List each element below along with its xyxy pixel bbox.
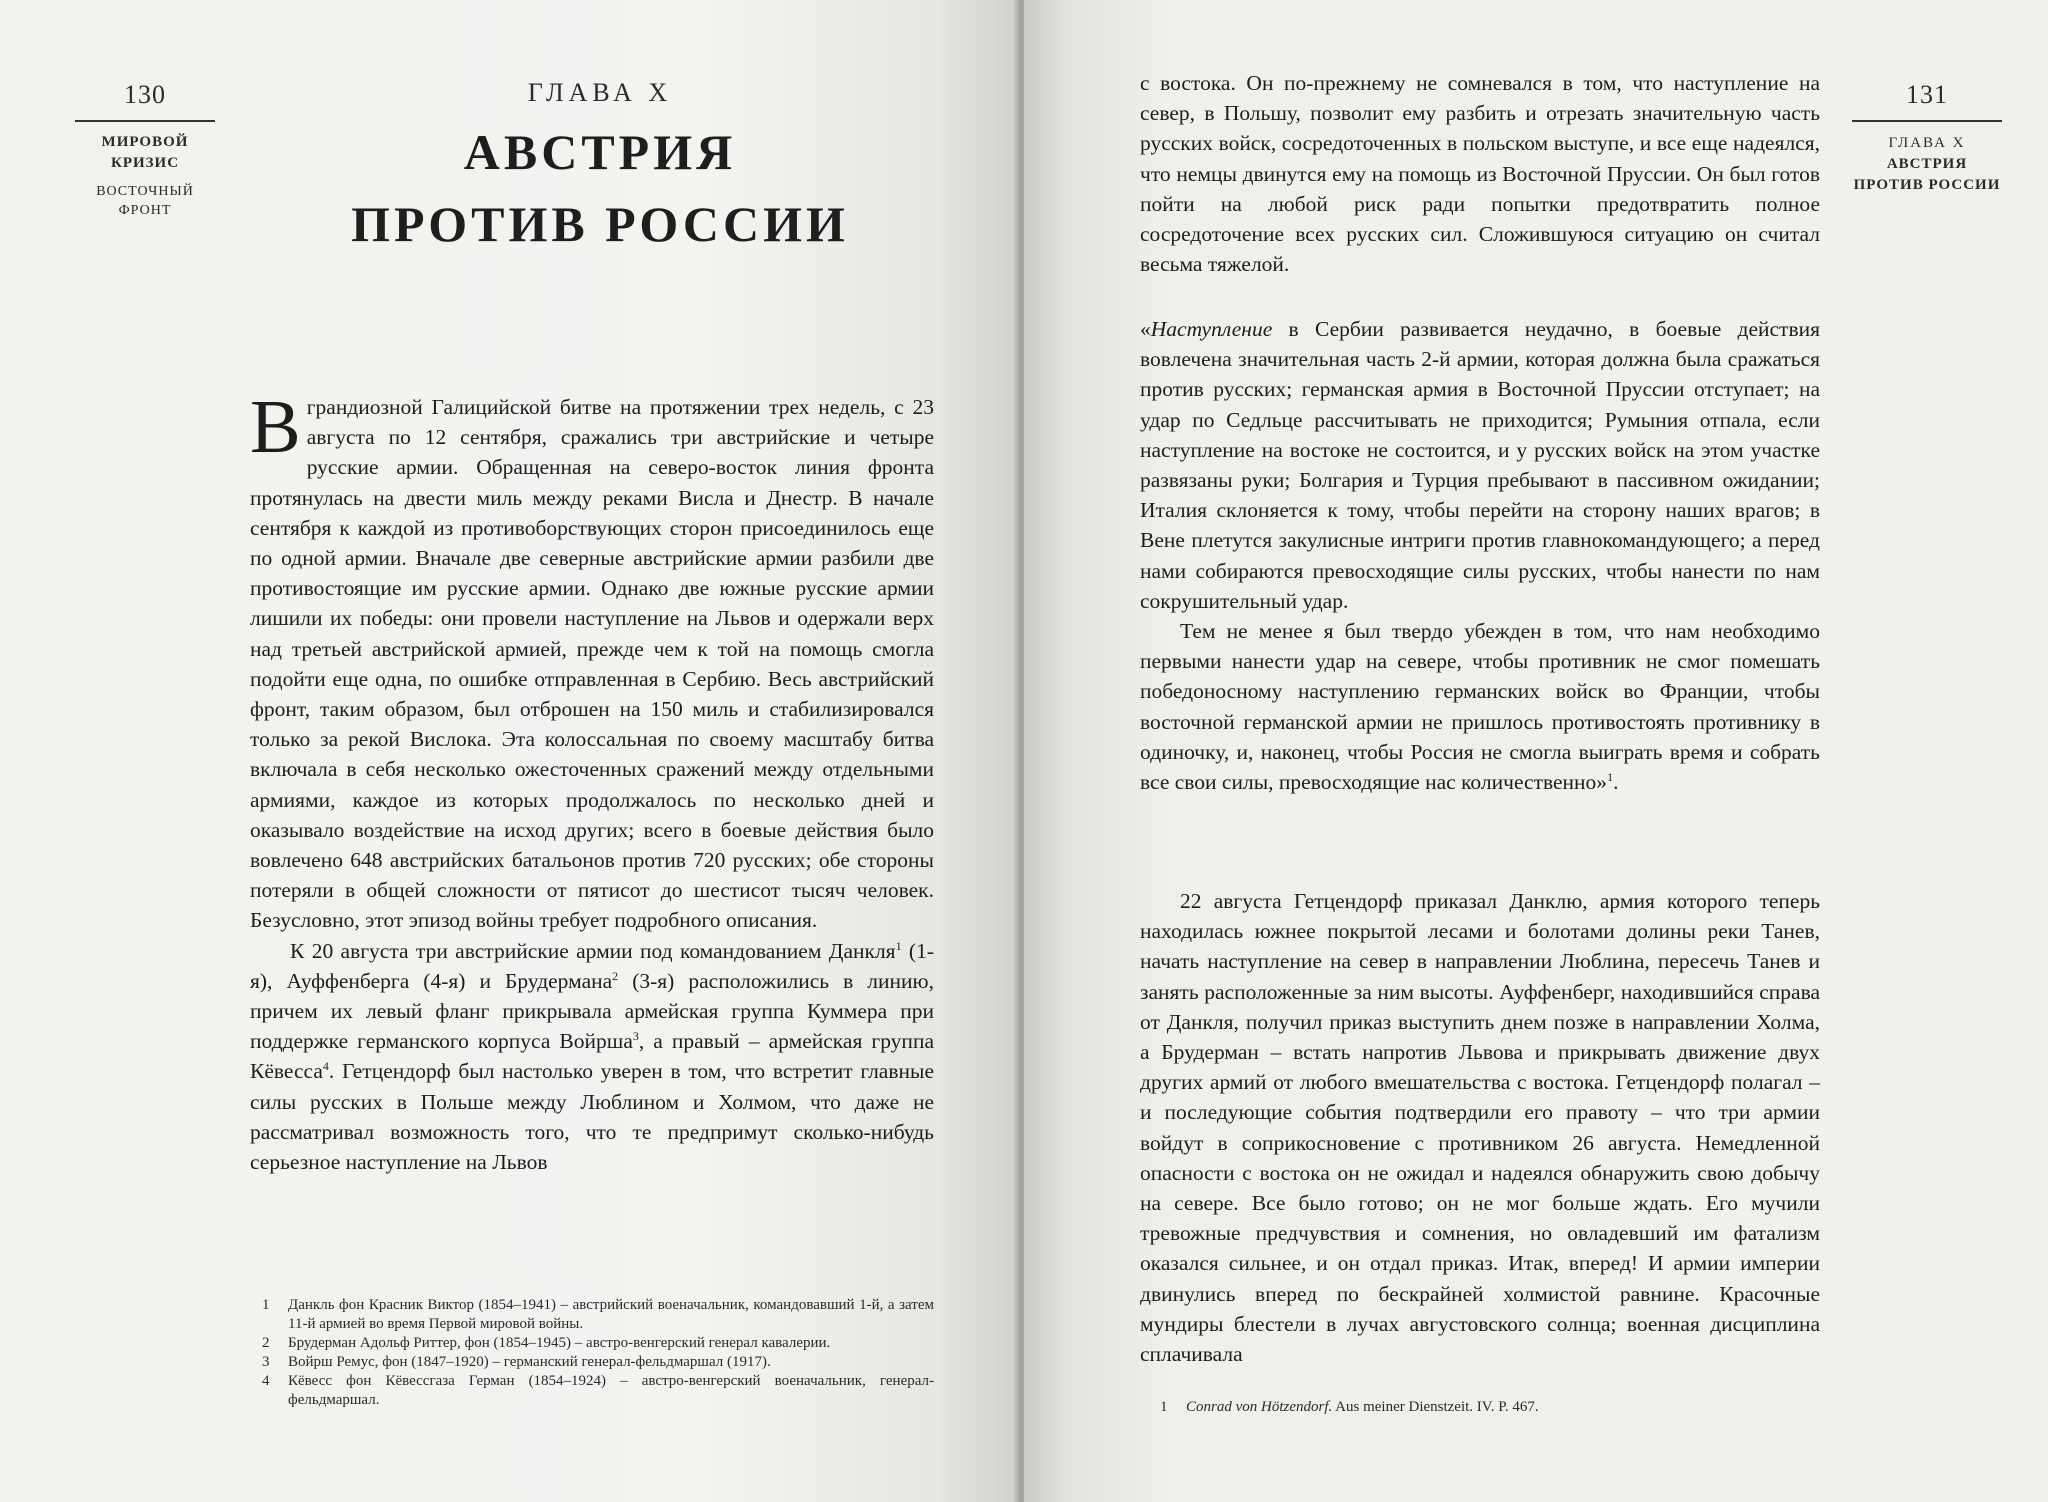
- text-run: . Гетцендорф был настолько уверен в том, что встретит главные силы русских в Польше между Люблином и Холмом, что даже не рассматривал возможность того, что те предпримут сколько-нибудь серьезное наступление на Львов: [250, 1059, 934, 1175]
- page-number: 131: [1852, 80, 2002, 122]
- text-run: (1-я), Ауффенберга (4-я) и Брудермана: [250, 938, 934, 993]
- footnote: [262, 1372, 934, 1410]
- text-run: К 20 августа три австрийские армии под командованием Данкля: [290, 938, 896, 963]
- paragraph: [1140, 616, 1820, 797]
- right-margin-header: [1852, 80, 2002, 196]
- text-run: .: [1613, 770, 1619, 795]
- text-run: , а правый – армейская группа Кёвесса: [250, 1029, 934, 1084]
- italic-text: Наступление: [1150, 317, 1273, 341]
- paragraph-text: грандиозной Галицийской битве на протяжении трех недель, с 23 августа по 12 сентября, сражались три австрийские и четыре русские армии. Обращенная на северо-восток линия фронта протянулась на двести миль между реками Висла и Днестр. В начале сентября к каждой из противоборствующих сторон присоединилось еще по одной армии. Вначале две северные австрийские армии разбили две противостоящие им русские армии. Однако две южные русские армии лишили их победы: они провели наступление на Львов и одержали верх над третьей австрийской армией, прежде чем к той на помощь смогла подойти еще одна, по ошибке отправленная в Сербию. Весь австрийский фронт, таким образом, был отброшен на 150 миль и стабилизировался только за рекой Вислока. Эта колоссальная по своему масштабу битва включала в себя несколько ожесточенных сражений между отдельными армиями, каждое из которых продолжалось по несколько дней и оказывало воздействие на исход других; всего в боевые действия было вовлечено 648 австрийских батальонов против 720 русских; обе стороны потеряли в общей сложности от пятисот до шестисот тысяч человек. Безусловно, этот эпизод войны требует подробного описания.: [250, 395, 934, 933]
- footnote-text: Кёвесс фон Кёвессгаза Герман (1854–1924) – австро-венгерский военачальник, генерал-фельдмаршал.: [288, 1373, 934, 1408]
- footnote-italic: Conrad von Hötzendorf.: [1186, 1399, 1333, 1415]
- text-run: в Сербии развивается неудачно, в боевые действия вовлечена значительная часть 2-й армии, которая должна была сражаться против русских; германская армия в Восточной Пруссии отступает; на удар по Седльце рассчитывать не приходится; Румыния отпала, если наступление на востоке не состоится, и у русских войск на этом участке развязаны руки; Болгария и Турция пребывают в пассивном ожидании; Италия склоняется к тому, чтобы перейти на сторону наших врагов; в Вене плетутся закулисные интриги против главнокомандующего; а перед нами собираются превосходящие силы русских, чтобы нанести по нам сокрушительный удар.: [1140, 317, 1820, 613]
- right-body-text-2: [1140, 886, 1820, 1369]
- footnote-number: 3: [262, 1354, 270, 1370]
- footnote-text: Войрш Ремус, фон (1847–1920) – германский генерал-фельдмаршал (1917).: [288, 1354, 771, 1370]
- subsection-title: ВОСТОЧНЫЙ ФРОНТ: [96, 184, 194, 218]
- footnote-number: 1: [1160, 1399, 1168, 1415]
- paragraph: 22 августа Гетцендорф приказал Данклю, армия которого теперь находилась южнее покрытой лесами и болотами долины реки Танев, начать наступление на север в направлении Люблина, пересечь Танев и занять расположенные за ним высоты. Ауффенберг, находившийся справа от Данкля, получил приказ выступить днем позже в направлении Холма, а Брудерман – встать напротив Львова и прикрывать движение двух других армий от любого вмешательства с востока. Гетцендорф полагал – и последующие события подтвердили его правоту – что три армии войдут в соприкосновение с противником 26 августа. Немедленной опасности с востока он не ожидал и надеялся обнаружить свою добычу на севере. Все было готово; он не мог больше ждать. Его мучили тревожные предчувствия и сомнения, но овладевший им фатализм оказался сильнее, и он отдал приказ. Итак, вперед! И армии империи двинулись вперед по бескрайней холмистой равнине. Красочные мундиры блестели в лучах августовского солнца; военная дисциплина сплачивала: [1140, 889, 1820, 1367]
- footnote-ref: 1: [1607, 769, 1614, 784]
- left-page: [0, 0, 1018, 1502]
- left-body-text: [250, 385, 934, 1177]
- footnote-number: 2: [262, 1335, 270, 1351]
- footnote-ref: 4: [322, 1059, 329, 1074]
- right-footnotes: [1160, 1398, 1820, 1417]
- left-footnotes: [262, 1296, 934, 1410]
- footnote-text: Данкль фон Красник Виктор (1854–1941) – австрийский военачальник, командовавший 1-й, а затем 11-й армией во время Первой мировой войны.: [288, 1297, 934, 1332]
- right-body-text: [1140, 68, 1820, 279]
- footnote-text: Брудерман Адольф Риттер, фон (1854–1945) – австро-венгерский генерал кавалерии.: [288, 1335, 831, 1351]
- drop-cap: В: [250, 385, 301, 469]
- running-chapter-title: ПРОТИВ РОССИИ: [1853, 177, 2001, 193]
- section-title: МИРОВОЙ КРИЗИС: [101, 134, 189, 171]
- running-chapter-title: АВСТРИЯ: [1886, 156, 1968, 172]
- text-run: «: [1140, 317, 1151, 341]
- footnote: [1160, 1398, 1820, 1417]
- chapter-title-line: АВСТРИЯ: [463, 124, 737, 180]
- paragraph: [1140, 314, 1820, 616]
- footnote: [262, 1334, 934, 1353]
- paragraph: [250, 936, 934, 1178]
- left-margin-header: [75, 80, 215, 220]
- footnote-ref: 2: [612, 968, 619, 983]
- text-run: Тем не менее я был твердо убежден в том, что нам необходимо первыми нанести удар на севере, чтобы противник не смог помешать победоносному наступлению германских войск во Франции, чтобы восточной германской армии не пришлось противостоять противнику в одиночку, и, наконец, чтобы Россия не смогла выиграть время и собрать все свои силы, превосходящие нас количественно»: [1140, 619, 1820, 795]
- footnote-number: 1: [262, 1297, 270, 1313]
- footnote: [262, 1296, 934, 1334]
- footnote-ref: 1: [895, 938, 902, 953]
- footnote: [262, 1353, 934, 1372]
- running-chapter-label: ГЛАВА X: [1888, 135, 1966, 151]
- quotation-block: [1140, 314, 1820, 797]
- footnote-text: Aus meiner Dienstzeit. IV. P. 467.: [1332, 1399, 1539, 1415]
- text-run: (3-я) расположились в линию, причем их левый фланг прикрывала армейская группа Куммера при поддержке германского корпуса Войрша: [250, 968, 934, 1054]
- chapter-title-line: ПРОТИВ РОССИИ: [351, 196, 849, 252]
- chapter-title: [250, 116, 950, 260]
- page-number: 130: [75, 80, 215, 122]
- paragraph: с востока. Он по-прежнему не сомневался в том, что наступление на север, в Польшу, позволит ему разбить и отрезать значительную часть русских войск, сосредоточенных в польском выступе, и все еще надеялся, что немцы двинутся ему на помощь из Восточной Пруссии. Он был готов пойти на любой риск ради попытки предотвратить полное сосредоточение всех русских сил. Сложившуюся ситуацию он считал весьма тяжелой.: [1140, 71, 1820, 277]
- footnote-number: 4: [262, 1373, 270, 1389]
- paragraph: [250, 385, 934, 936]
- chapter-label: ГЛАВА X: [527, 78, 673, 107]
- footnote-ref: 3: [632, 1029, 639, 1044]
